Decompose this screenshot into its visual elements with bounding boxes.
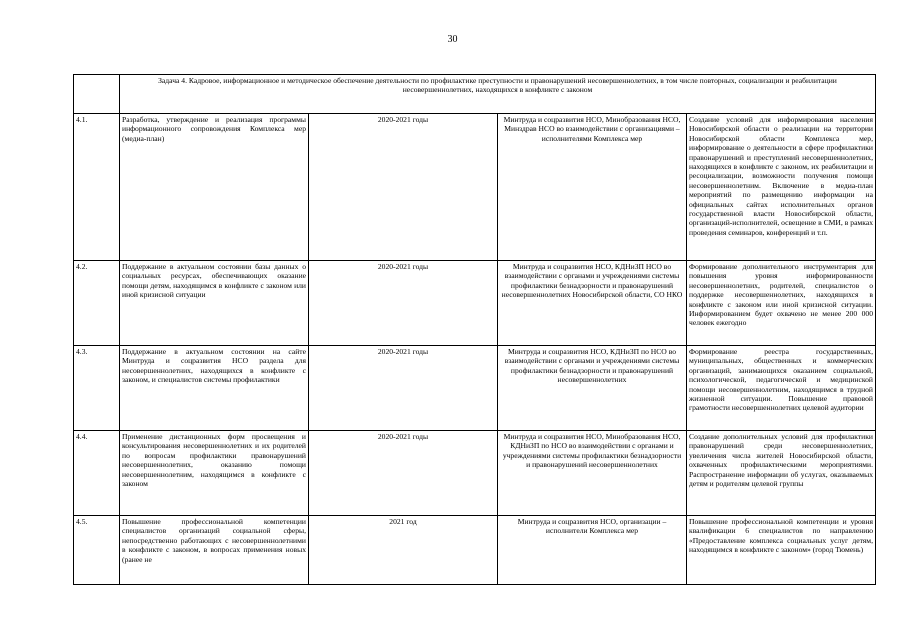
- term-cell: 2020-2021 годы: [309, 114, 498, 261]
- row-number: 4.1.: [74, 114, 120, 261]
- executors-cell: Минтруда и соцразвития НСО, Минобразования НСО, Минздрав НСО во взаимодействии с организациями – исполнителями Комплекса мер: [498, 114, 687, 261]
- measures-table: [73, 74, 876, 585]
- result-cell: Создание дополнительных условий для профилактики правонарушений среди несовершеннолетних, увеличения числа жителей Новосибирской области, охваченных профилактическими мероприятиями. Распространение информации об услугах, оказываемых детям и родителям целевой группы: [687, 431, 876, 516]
- page-number: 30: [447, 34, 458, 45]
- result-cell: Формирование реестра государственных, муниципальных, общественных и коммерческих организаций, занимающихся оказанием социальной, психологической, педагогической и медицинской помощи несовершеннолетним, находящимся в трудной жизненной ситуации. Повышение правовой грамотности несовершеннолетних целевой аудитории: [687, 346, 876, 431]
- term-cell: 2020-2021 годы: [309, 346, 498, 431]
- executors-cell: Минтруда и соцразвития НСО, КДНиЗП по НСО во взаимодействии с органами и учреждениями системы профилактики безнадзорности и правонарушений несовершеннолетних: [498, 346, 687, 431]
- empty-num-cell: [74, 75, 120, 114]
- term-cell: 2021 год: [309, 516, 498, 585]
- executors-cell: Минтруда и соцразвития НСО, организации – исполнители Комплекса мер: [498, 516, 687, 585]
- activity-cell: Применение дистанционных форм просвещения и консультирования несовершеннолетних и их родителей по вопросам профилактики правонарушений несовершеннолетних, оказанию помощи несовершеннолетним, находящимся в конфликте с законом: [120, 431, 309, 516]
- table-row: [74, 346, 876, 431]
- row-number: 4.4.: [74, 431, 120, 516]
- table-row: [74, 114, 876, 261]
- task-heading-row: [74, 75, 876, 114]
- table-row: [74, 261, 876, 346]
- row-number: 4.2.: [74, 261, 120, 346]
- activity-cell: Поддержание в актуальном состоянии базы данных о социальных ресурсах, обеспечивающих оказание помощи детям, находящимся в конфликте с законом или иной кризисной ситуации: [120, 261, 309, 346]
- result-cell: Формирование дополнительного инструментария для повышения уровня информированности несовершеннолетних, родителей, специалистов о поддержке несовершеннолетних, находящихся в конфликте с законом или иной кризисной ситуации. Информированием будет охвачено не менее 200 000 человек ежегодно: [687, 261, 876, 346]
- activity-cell: Разработка, утверждение и реализация программы информационного сопровождения Комплекса мер (медиа-план): [120, 114, 309, 261]
- result-cell: Повышение профессиональной компетенции и уровня квалификации 6 специалистов по направлению «Предоставление комплекса социальных услуг детям, находящимся в конфликте с законом» (город Тюмень): [687, 516, 876, 585]
- task-heading: Задача 4. Кадровое, информационное и методическое обеспечение деятельности по профилактике преступности и правонарушений несовершеннолетних, в том числе повторных, социализации и реабилитации несовершеннолетних, находящихся в конфликте с законом: [120, 75, 876, 114]
- row-number: 4.5.: [74, 516, 120, 585]
- activity-cell: Повышение профессиональной компетенции специалистов организаций социальной сферы, непосредственно работающих с несовершеннолетними в конфликте с законом, в вопросах применения новых (ранее не: [120, 516, 309, 585]
- result-cell: Создание условий для информирования населения Новосибирской области о реализации на территории Новосибирской области Комплекса мер, информирование о деятельности в сфере профилактики правонарушений и преступлений несовершеннолетних, находящихся в конфликте с законом, их реабилитации и ресоциализации, возможности получения помощи несовершеннолетним. Включение в медиа-план мероприятий по размещению информации на официальных сайтах исполнительных органов государственной власти Новосибирской области, организаций-исполнителей, освещение в СМИ, в рамках проведения семинаров, конференций и т.п.: [687, 114, 876, 261]
- executors-cell: Минтруда и соцразвития НСО, Минобразования НСО, КДНиЗП по НСО во взаимодействии с органами и учреждениями системы профилактики безнадзорности и правонарушений несовершеннолетних: [498, 431, 687, 516]
- term-cell: 2020-2021 годы: [309, 431, 498, 516]
- executors-cell: Минтруда и соцразвития НСО, КДНиЗП НСО во взаимодействии с органами и учреждениями системы профилактики безнадзорности и правонарушений несовершеннолетних Новосибирской области, СО НКО: [498, 261, 687, 346]
- term-cell: 2020-2021 годы: [309, 261, 498, 346]
- table-row: [74, 431, 876, 516]
- activity-cell: Поддержание в актуальном состоянии на сайте Минтруда и соцразвития НСО раздела для несовершеннолетних, находящихся в конфликте с законом, и специалистов системы профилактики: [120, 346, 309, 431]
- table-row: [74, 516, 876, 585]
- row-number: 4.3.: [74, 346, 120, 431]
